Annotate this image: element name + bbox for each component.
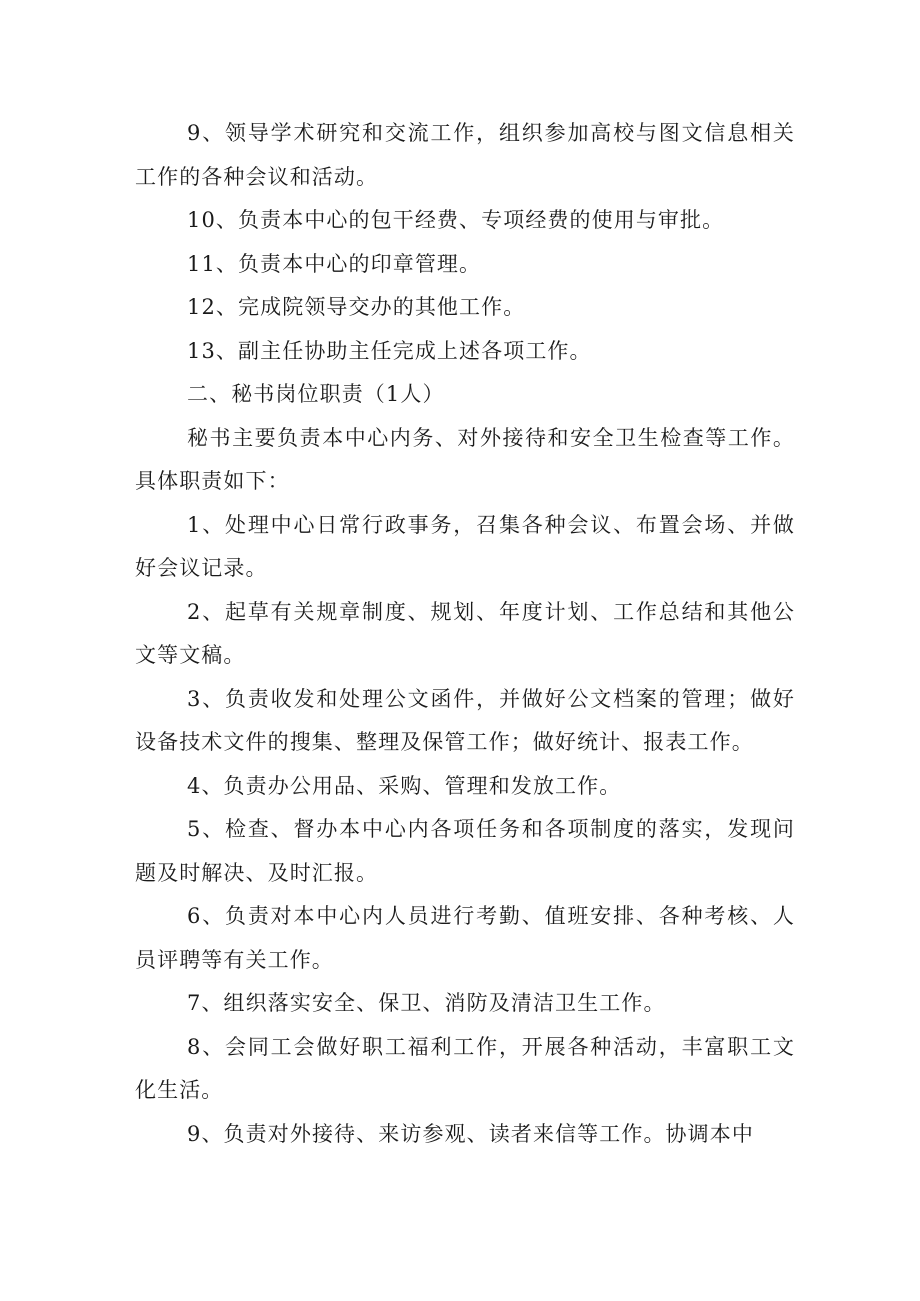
section-heading-secretary: 二、秘书岗位职责（1人）	[187, 382, 445, 406]
paragraph-secretary-duty-3: 3、负责收发和处理公文函件，并做好公文档案的管理；做好设备技术文件的搜集、整理及保管工作；做好统计、报表工作。	[135, 686, 795, 754]
paragraph-secretary-duty-5: 5、检查、督办本中心内各项任务和各项制度的落实，发现问题及时解决、及时汇报。	[135, 817, 795, 885]
paragraph-secretary-duty-1: 1、处理中心日常行政事务，召集各种会议、布置会场、并做好会议记录。	[135, 512, 795, 580]
paragraph-secretary-duty-4: 4、负责办公用品、采购、管理和发放工作。	[187, 773, 622, 798]
paragraph-secretary-duty-8: 8、会同工会做好职工福利工作，开展各种活动，丰富职工文化生活。	[135, 1034, 795, 1102]
paragraph-duty-12-other: 12、完成院领导交办的其他工作。	[187, 295, 526, 319]
paragraph-duty-11-seal: 11、负责本中心的印章管理。	[187, 251, 482, 276]
paragraph-secretary-duty-6: 6、负责对本中心内人员进行考勤、值班安排、各种考核、人员评聘等有关工作。	[135, 904, 795, 972]
paragraph-duty-10-funds: 10、负责本中心的包干经费、专项经费的使用与审批。	[187, 208, 725, 232]
paragraph-secretary-duty-9: 9、负责对外接待、来访参观、读者来信等工作。协调本中	[187, 1121, 754, 1146]
document-page	[135, 112, 795, 1156]
paragraph-duty-13-deputy: 13、副主任协助主任完成上述各项工作。	[187, 338, 592, 363]
paragraph-duty-9-research: 9、领导学术研究和交流工作，组织参加高校与图文信息相关工作的各种会议和活动。	[135, 121, 795, 189]
paragraph-secretary-intro: 秘书主要负责本中心内务、对外接待和安全卫生检查等工作。具体职责如下：	[135, 425, 795, 493]
paragraph-secretary-duty-2: 2、起草有关规章制度、规划、年度计划、工作总结和其他公文等文稿。	[135, 599, 795, 667]
paragraph-secretary-duty-7: 7、组织落实安全、保卫、消防及清洁卫生工作。	[187, 991, 666, 1015]
